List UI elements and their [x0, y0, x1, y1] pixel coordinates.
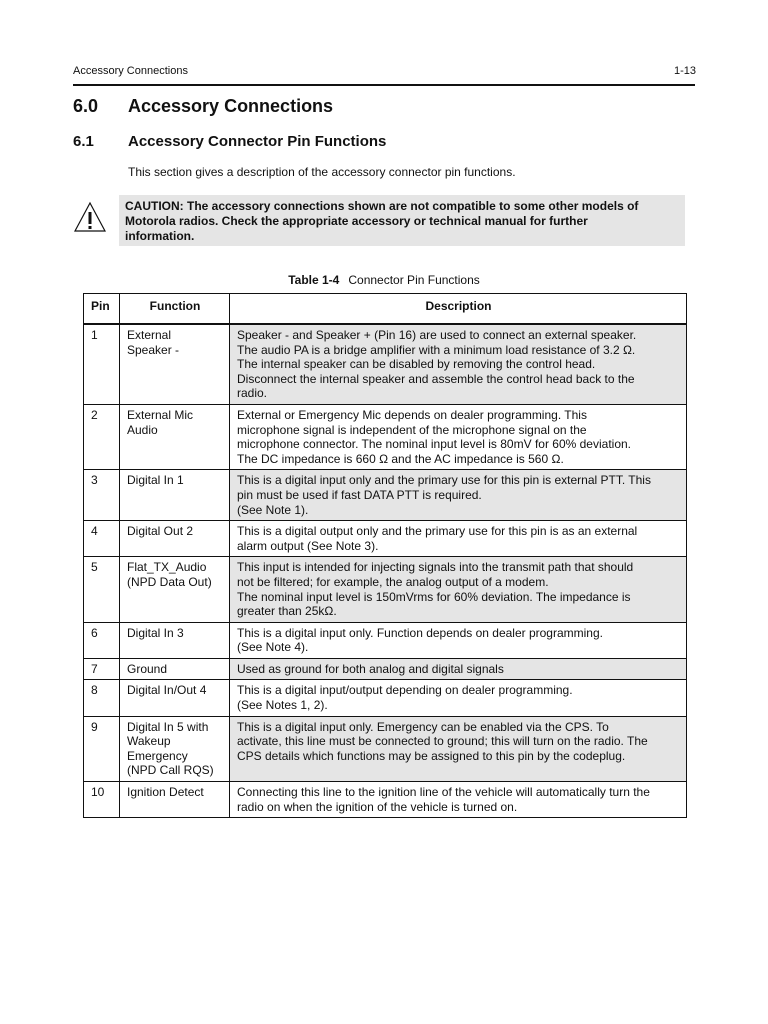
description-line: microphone signal is independent of the microphone signal on the [237, 422, 587, 437]
description-line: The internal speaker can be disabled by removing the control head. [237, 357, 596, 372]
description-line: CPS details which functions may be assigned to this pin by the codeplug. [237, 748, 626, 763]
description-line: This is a digital output only and the primary use for this pin is as an external [237, 524, 638, 539]
description-line: microphone connector. The nominal input level is 80mV for 60% deviation. [237, 437, 632, 452]
function-line: External [127, 328, 172, 342]
caution-line: CAUTION: The accessory connections shown are not compatible to some other models of [125, 199, 639, 213]
function-cell [120, 557, 230, 622]
pin-cell: 1 [84, 324, 120, 404]
description-cell [230, 404, 687, 469]
function-line: Digital In 3 [127, 625, 184, 640]
table-body [84, 324, 687, 818]
subsection-title: Accessory Connector Pin Functions [128, 133, 387, 150]
description-cell [230, 470, 687, 521]
description-line: This is a digital input only. Emergency can be enabled via the CPS. To [237, 719, 609, 734]
table-row [84, 716, 687, 781]
table-row [84, 622, 687, 658]
description-cell [230, 324, 687, 404]
description-cell [230, 521, 687, 557]
table-caption [0, 273, 768, 287]
caution-line: information. [125, 229, 195, 243]
function-cell [120, 470, 230, 521]
description-line: This is a digital input only and the primary use for this pin is external PTT. This [237, 473, 651, 488]
function-line: Emergency [127, 748, 188, 763]
function-line: Ground [127, 661, 168, 676]
description-cell [230, 557, 687, 622]
description-line: Used as ground for both analog and digital signals [237, 661, 504, 676]
caution-line: Motorola radios. Check the appropriate accessory or technical manual for further [125, 214, 588, 228]
intro-paragraph: This section gives a description of the accessory connector pin functions. [128, 165, 516, 179]
table-header-row [84, 294, 687, 325]
description-line: radio on when the ignition of the vehicle is turned on. [237, 799, 518, 814]
description-line: Speaker - and Speaker + (Pin 16) are used to connect an external speaker. [237, 328, 637, 342]
pin-cell: 9 [84, 716, 120, 781]
function-line: (NPD Data Out) [127, 574, 212, 589]
pin-cell: 2 [84, 404, 120, 469]
pin-cell: 3 [84, 470, 120, 521]
header-description: Description [230, 294, 687, 325]
function-line: Digital In/Out 4 [127, 683, 207, 698]
description-line: The nominal input level is 150mVrms for 60% deviation. The impedance is [237, 589, 631, 604]
table-row [84, 557, 687, 622]
section-title: Accessory Connections [128, 96, 334, 116]
pin-cell: 10 [84, 782, 120, 818]
table-row [84, 658, 687, 680]
pin-cell: 7 [84, 658, 120, 680]
function-cell [120, 622, 230, 658]
table-caption-text: Connector Pin Functions [348, 273, 480, 287]
table-row [84, 680, 687, 716]
connector-pin-table [83, 293, 687, 818]
table-row [84, 324, 687, 404]
description-cell [230, 782, 687, 818]
table-row [84, 404, 687, 469]
function-line: Audio [127, 422, 158, 437]
subsection-heading [73, 133, 386, 150]
header-divider [73, 84, 695, 86]
description-line: The DC impedance is 660 Ω and the AC impedance is 560 Ω. [237, 451, 564, 466]
function-cell [120, 782, 230, 818]
table-caption-label: Table 1-4 [288, 273, 340, 287]
description-line: greater than 25kΩ. [237, 604, 337, 619]
section-number: 6.0 [73, 96, 99, 116]
description-cell [230, 658, 687, 680]
description-line: radio. [237, 386, 268, 401]
function-line: Wakeup [127, 734, 171, 749]
pin-cell: 8 [84, 680, 120, 716]
function-line: Digital In 5 with [127, 719, 209, 734]
description-line: This input is intended for injecting signals into the transmit path that should [237, 560, 634, 575]
caution-box [119, 195, 685, 246]
exclamation-stroke [89, 212, 92, 224]
header-function: Function [120, 294, 230, 325]
pin-cell: 6 [84, 622, 120, 658]
function-line: External Mic [127, 407, 194, 422]
table-row [84, 521, 687, 557]
section-heading [73, 96, 333, 117]
description-line: This is a digital input/output depending on dealer programming. [237, 683, 573, 698]
description-line: (See Note 4). [237, 640, 309, 655]
pin-cell: 4 [84, 521, 120, 557]
description-line: (See Note 1). [237, 502, 309, 517]
function-line: Ignition Detect [127, 785, 204, 800]
caution-warning-icon [73, 201, 107, 233]
function-line: Digital In 1 [127, 473, 184, 488]
function-cell [120, 324, 230, 404]
description-line: pin must be used if fast DATA PTT is required. [237, 487, 482, 502]
description-line: The audio PA is a bridge amplifier with a minimum load resistance of 3.2 Ω. [237, 342, 636, 357]
pin-cell: 5 [84, 557, 120, 622]
description-line: activate, this line must be connected to ground; this will turn on the radio. The [237, 734, 648, 749]
page-number: 1-13 [673, 65, 696, 77]
function-cell [120, 680, 230, 716]
function-cell [120, 658, 230, 680]
running-header-section: Accessory Connections [73, 65, 188, 77]
function-cell [120, 521, 230, 557]
function-line: Digital Out 2 [127, 524, 194, 539]
exclamation-dot [89, 226, 92, 229]
description-cell [230, 716, 687, 781]
description-line: Connecting this line to the ignition line of the vehicle will automatically turn the [237, 785, 650, 800]
function-cell [120, 716, 230, 781]
description-line: not be filtered; for example, the analog output of a modem. [237, 574, 549, 589]
table-row [84, 782, 687, 818]
description-cell [230, 680, 687, 716]
description-line: This is a digital input only. Function depends on dealer programming. [237, 625, 603, 640]
function-line: (NPD Call RQS) [127, 763, 214, 778]
subsection-number: 6.1 [73, 133, 94, 150]
description-line: alarm output (See Note 3). [237, 538, 379, 553]
description-line: (See Notes 1, 2). [237, 698, 328, 713]
description-line: External or Emergency Mic depends on dealer programming. This [237, 407, 587, 422]
header-pin: Pin [84, 294, 120, 325]
function-cell [120, 404, 230, 469]
description-cell [230, 622, 687, 658]
description-line: Disconnect the internal speaker and assemble the control head back to the [237, 371, 635, 386]
table-row [84, 470, 687, 521]
function-line: Flat_TX_Audio [127, 560, 207, 575]
function-line: Speaker - [127, 342, 180, 357]
